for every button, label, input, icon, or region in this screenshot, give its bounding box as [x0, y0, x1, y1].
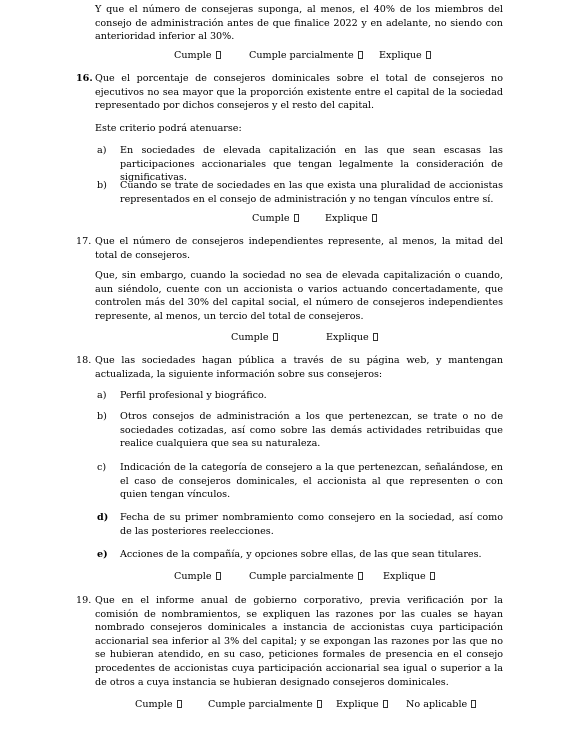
option-explique[interactable]: Explique	[326, 331, 378, 345]
intro-paragraph: Y que el número de consejeras suponga, al menos, el 40% de los miembros del consejo de administración antes de que finalice 2022 y en adelante, no siendo con anterioridad inferior al 30%.	[95, 4, 503, 43]
option-cumple[interactable]: Cumple	[252, 212, 299, 226]
checkbox[interactable]	[216, 572, 221, 580]
option-no-aplicable[interactable]: No aplicable	[406, 698, 476, 712]
item-16-a-text: En sociedades de elevada capitalización en las que sean escasas las participaciones accionariales que tengan legalmente la consideración de significativas.	[120, 145, 503, 184]
option-cumple-parcialmente[interactable]: Cumple parcialmente	[249, 49, 363, 63]
item-18-d-text: Fecha de su primer nombramiento como consejero en la sociedad, así como de las posteriores reelecciones.	[120, 512, 503, 537]
item-16-b-label: b)	[97, 180, 107, 191]
item-19-text: Que en el informe anual de gobierno corporativo, previa verificación por la comisión de nombramientos, se expliquen las razones por las cuales se hayan nombrado consejeros dominicales a instancia de accionistas cuya participación accionarial sea inferior al 3% del capital; y se expongan las razones por las que no se hubieran atendido, en su caso, peticiones formales de presencia en el consejo procedentes de accionistas cuya participación accionarial sea igual o superior a la de otros a cuya instancia se hubieran designado consejeros dominicales.	[95, 595, 503, 688]
item-18-e-label: e)	[97, 549, 108, 560]
checkbox[interactable]	[373, 333, 378, 341]
option-cumple[interactable]: Cumple	[135, 698, 182, 712]
checkbox[interactable]	[383, 700, 388, 708]
item-18-text: Que las sociedades hagan pública a través de su página web, y mantengan actualizada, la siguiente información sobre sus consejeros:	[95, 355, 503, 380]
checkbox[interactable]	[273, 333, 278, 341]
checkbox[interactable]	[177, 700, 182, 708]
checkbox[interactable]	[471, 700, 476, 708]
option-cumple[interactable]: Cumple	[174, 570, 221, 584]
item-18-c-label: c)	[97, 462, 107, 473]
checkbox[interactable]	[358, 51, 363, 59]
checkbox[interactable]	[216, 51, 221, 59]
item-18-number: 18.	[76, 355, 92, 366]
item-16-a-label: a)	[97, 145, 107, 156]
item-18-c-text: Indicación de la categoría de consejero a la que pertenezcan, señalándose, en el caso de consejeros dominicales, el accionista al que representen o con quien tengan vínculos.	[120, 462, 503, 501]
item-16-text: Que el porcentaje de consejeros dominicales sobre el total de consejeros no ejecutivos no sea mayor que la proporción existente entre el capital de la sociedad representado por dichos consejeros y el resto del capital.	[95, 73, 503, 112]
item-17-text: Que el número de consejeros independientes represente, al menos, la mitad del total de consejeros.	[95, 236, 503, 261]
item-18-d-label: d)	[97, 512, 109, 523]
option-explique[interactable]: Explique	[336, 698, 388, 712]
option-cumple[interactable]: Cumple	[174, 49, 221, 63]
option-cumple-parcialmente[interactable]: Cumple parcialmente	[249, 570, 363, 584]
checkbox[interactable]	[358, 572, 363, 580]
checkbox[interactable]	[317, 700, 322, 708]
item-17-text-2: Que, sin embargo, cuando la sociedad no sea de elevada capitalización o cuando, aun siéndolo, cuente con un accionista o varios actuando concertadamente, que controlen más del 30% del capital social, el número de consejeros independientes represente, al menos, un tercio del total de consejeros.	[95, 270, 503, 322]
option-explique[interactable]: Explique	[383, 570, 435, 584]
option-cumple-parcialmente[interactable]: Cumple parcialmente	[208, 698, 322, 712]
item-16-b-text: Cuando se trate de sociedades en las que exista una pluralidad de accionistas representados en el consejo de administración y no tengan vínculos entre sí.	[120, 180, 503, 205]
item-17-number: 17.	[76, 236, 92, 247]
item-18-e-text: Acciones de la compañía, y opciones sobre ellas, de las que sean titulares.	[120, 549, 482, 560]
checkbox[interactable]	[430, 572, 435, 580]
option-explique[interactable]: Explique	[325, 212, 377, 226]
item-18-b-text: Otros consejos de administración a los que pertenezcan, se trate o no de sociedades cotizadas, así como sobre las demás actividades retribuidas que realice cualquiera que sea su naturaleza.	[120, 411, 503, 450]
option-explique[interactable]: Explique	[379, 49, 431, 63]
checkbox[interactable]	[426, 51, 431, 59]
item-16-sub-intro: Este criterio podrá atenuarse:	[95, 123, 242, 134]
checkbox[interactable]	[294, 214, 299, 222]
item-16-number: 16.	[76, 73, 93, 84]
option-cumple[interactable]: Cumple	[231, 331, 278, 345]
item-18-a-text: Perfil profesional y biográfico.	[120, 390, 267, 401]
item-18-b-label: b)	[97, 411, 107, 422]
checkbox[interactable]	[372, 214, 377, 222]
item-19-number: 19.	[76, 595, 92, 606]
item-18-a-label: a)	[97, 390, 107, 401]
